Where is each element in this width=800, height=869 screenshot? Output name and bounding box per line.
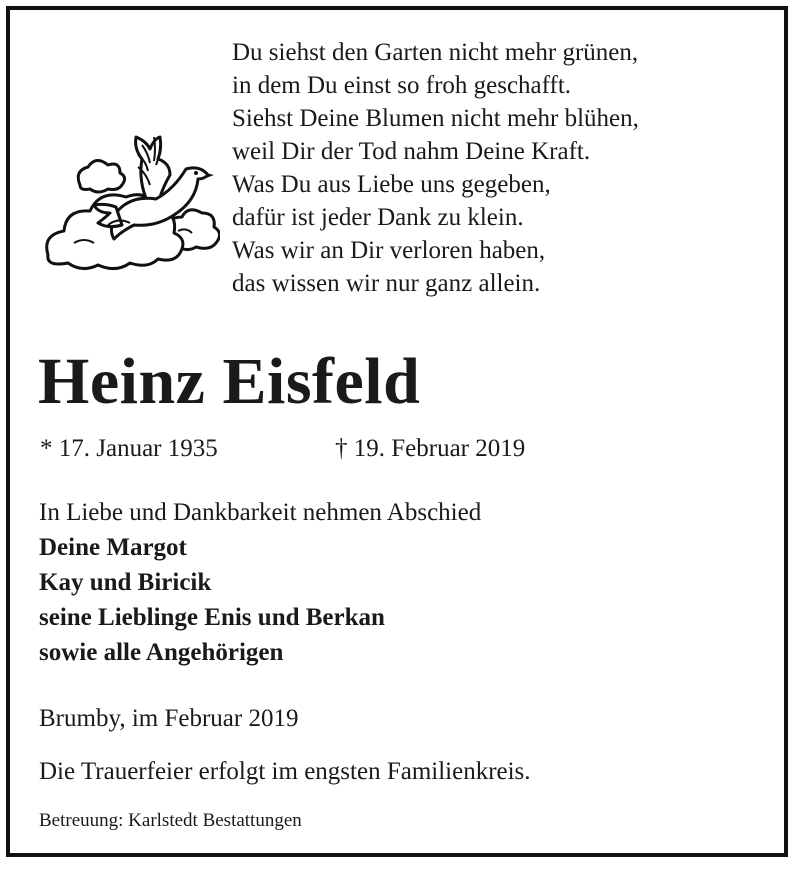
mourner-name: Deine Margot [39, 534, 187, 561]
poem-line: das wissen wir nur ganz allein. [232, 270, 541, 297]
memorial-poem [232, 36, 772, 300]
poem-line: weil Dir der Tod nahm Deine Kraft. [232, 138, 591, 165]
poem-line: Du siehst den Garten nicht mehr grünen, [232, 39, 639, 66]
life-dates [40, 433, 640, 465]
mourner-name: Kay und Biricik [39, 569, 212, 596]
poem-line: in dem Du einst so froh geschafft. [232, 72, 572, 99]
poem-line: Siehst Deine Blumen nicht mehr blühen, [232, 105, 639, 132]
poem-line: Was wir an Dir verloren haben, [232, 237, 546, 264]
mourner-name: seine Lieblinge Enis und Berkan [39, 604, 385, 631]
place-and-date: Brumby, im Februar 2019 [39, 705, 299, 732]
obituary-notice [6, 6, 788, 857]
death-date: † 19. Februar 2019 [335, 435, 526, 462]
deceased-name: Heinz Eisfeld [38, 345, 421, 418]
dove-on-clouds-icon [38, 115, 220, 285]
funeral-service-note: Die Trauerfeier erfolgt im engsten Familienkreis. [39, 758, 531, 785]
poem-line: dafür ist jeder Dank zu klein. [232, 204, 524, 231]
farewell-intro: In Liebe und Dankbarkeit nehmen Abschied [39, 499, 482, 526]
birth-date: * 17. Januar 1935 [40, 435, 218, 462]
mourner-name: sowie alle Angehörigen [39, 639, 284, 666]
mourners-block [39, 495, 481, 670]
funeral-home-credit: Betreuung: Karlstedt Bestattungen [39, 810, 302, 831]
poem-line: Was Du aus Liebe uns gegeben, [232, 171, 551, 198]
